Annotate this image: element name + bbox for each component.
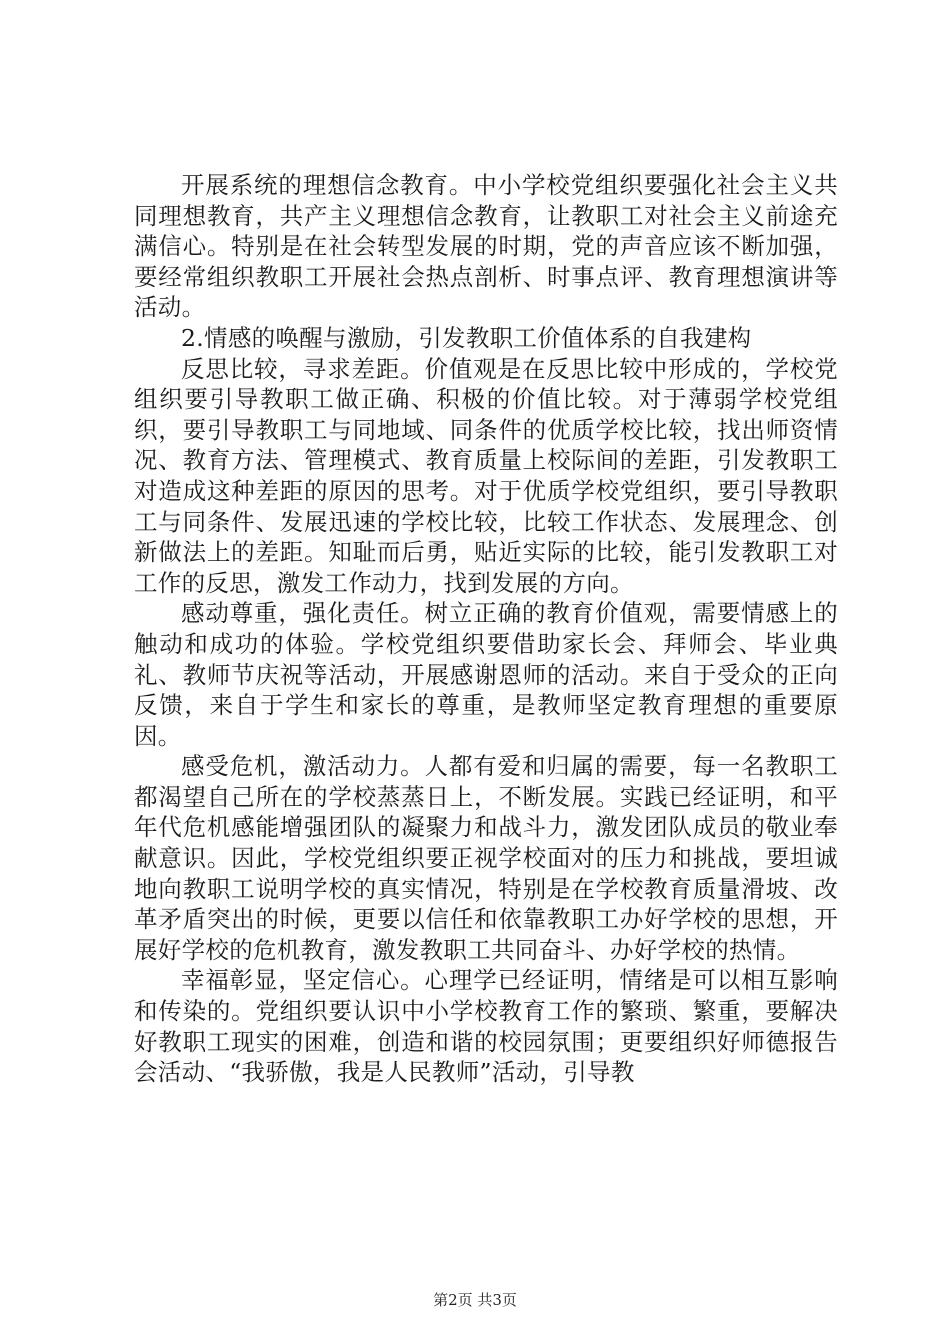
paragraph-touch-respect: 感动尊重，强化责任。树立正确的教育价值观，需要情感上的触动和成功的体验。学校党组织要借助家长会、拜师会、毕业典礼、教师节庆祝等活动，开展感谢恩师的活动。来自于受众的正向反馈，来自于学生和家长的尊重，是教师坚定教育理想的重要原因。: [134, 599, 838, 750]
paragraph-sense-crisis: 感受危机，激活动力。人都有爱和归属的需要，每一名教职工都渴望自己所在的学校蒸蒸日上，不断发展。实践已经证明，和平年代危机感能增强团队的凝聚力和战斗力，激发团队成员的敬业奉献意识。因此，学校党组织要正视学校面对的压力和挑战，要坦诚地向教职工说明学校的真实情况，特别是在学校教育质量滑坡、改革矛盾突出的时候，更要以信任和依靠教职工办好学校的思想，开展好学校的危机教育，激发教职工共同奋斗、办好学校的热情。: [134, 752, 838, 964]
document-body: [134, 170, 838, 1088]
page-footer: 第2页 共3页: [433, 1291, 517, 1309]
paragraph-reflection-comparison: 反思比较，寻求差距。价值观是在反思比较中形成的，学校党组织要引导教职工做正确、积极的价值比较。对于薄弱学校党组织，要引导教职工与同地域、同条件的优质学校比较，找出师资情况、教育方法、管理模式、教育质量上校际间的差距，引发教职工对造成这种差距的原因的思考。对于优质学校党组织，要引导教职工与同条件、发展迅速的学校比较，比较工作状态、发展理念、创新做法上的差距。知耻而后勇，贴近实际的比较，能引发教职工对工作的反思，激发工作动力，找到发展的方向。: [134, 354, 838, 597]
paragraph-ideal-belief-education: 开展系统的理想信念教育。中小学校党组织要强化社会主义共同理想教育，共产主义理想信念教育，让教职工对社会主义前途充满信心。特别是在社会转型发展的时期，党的声音应该不断加强，要经常组织教职工开展社会热点剖析、时事点评、教育理想演讲等活动。: [134, 171, 838, 322]
paragraph-happiness-confidence: 幸福彰显，坚定信心。心理学已经证明，情绪是可以相互影响和传染的。党组织要认识中小学校教育工作的繁琐、繁重，要解决好教职工现实的困难，创造和谐的校园氛围；更要组织好师德报告会活动、“我骄傲，我是人民教师”活动，引导教: [134, 966, 838, 1087]
section-heading-emotion-awakening: 2.情感的唤醒与激励，引发教职工价值体系的自我建构: [181, 323, 752, 352]
